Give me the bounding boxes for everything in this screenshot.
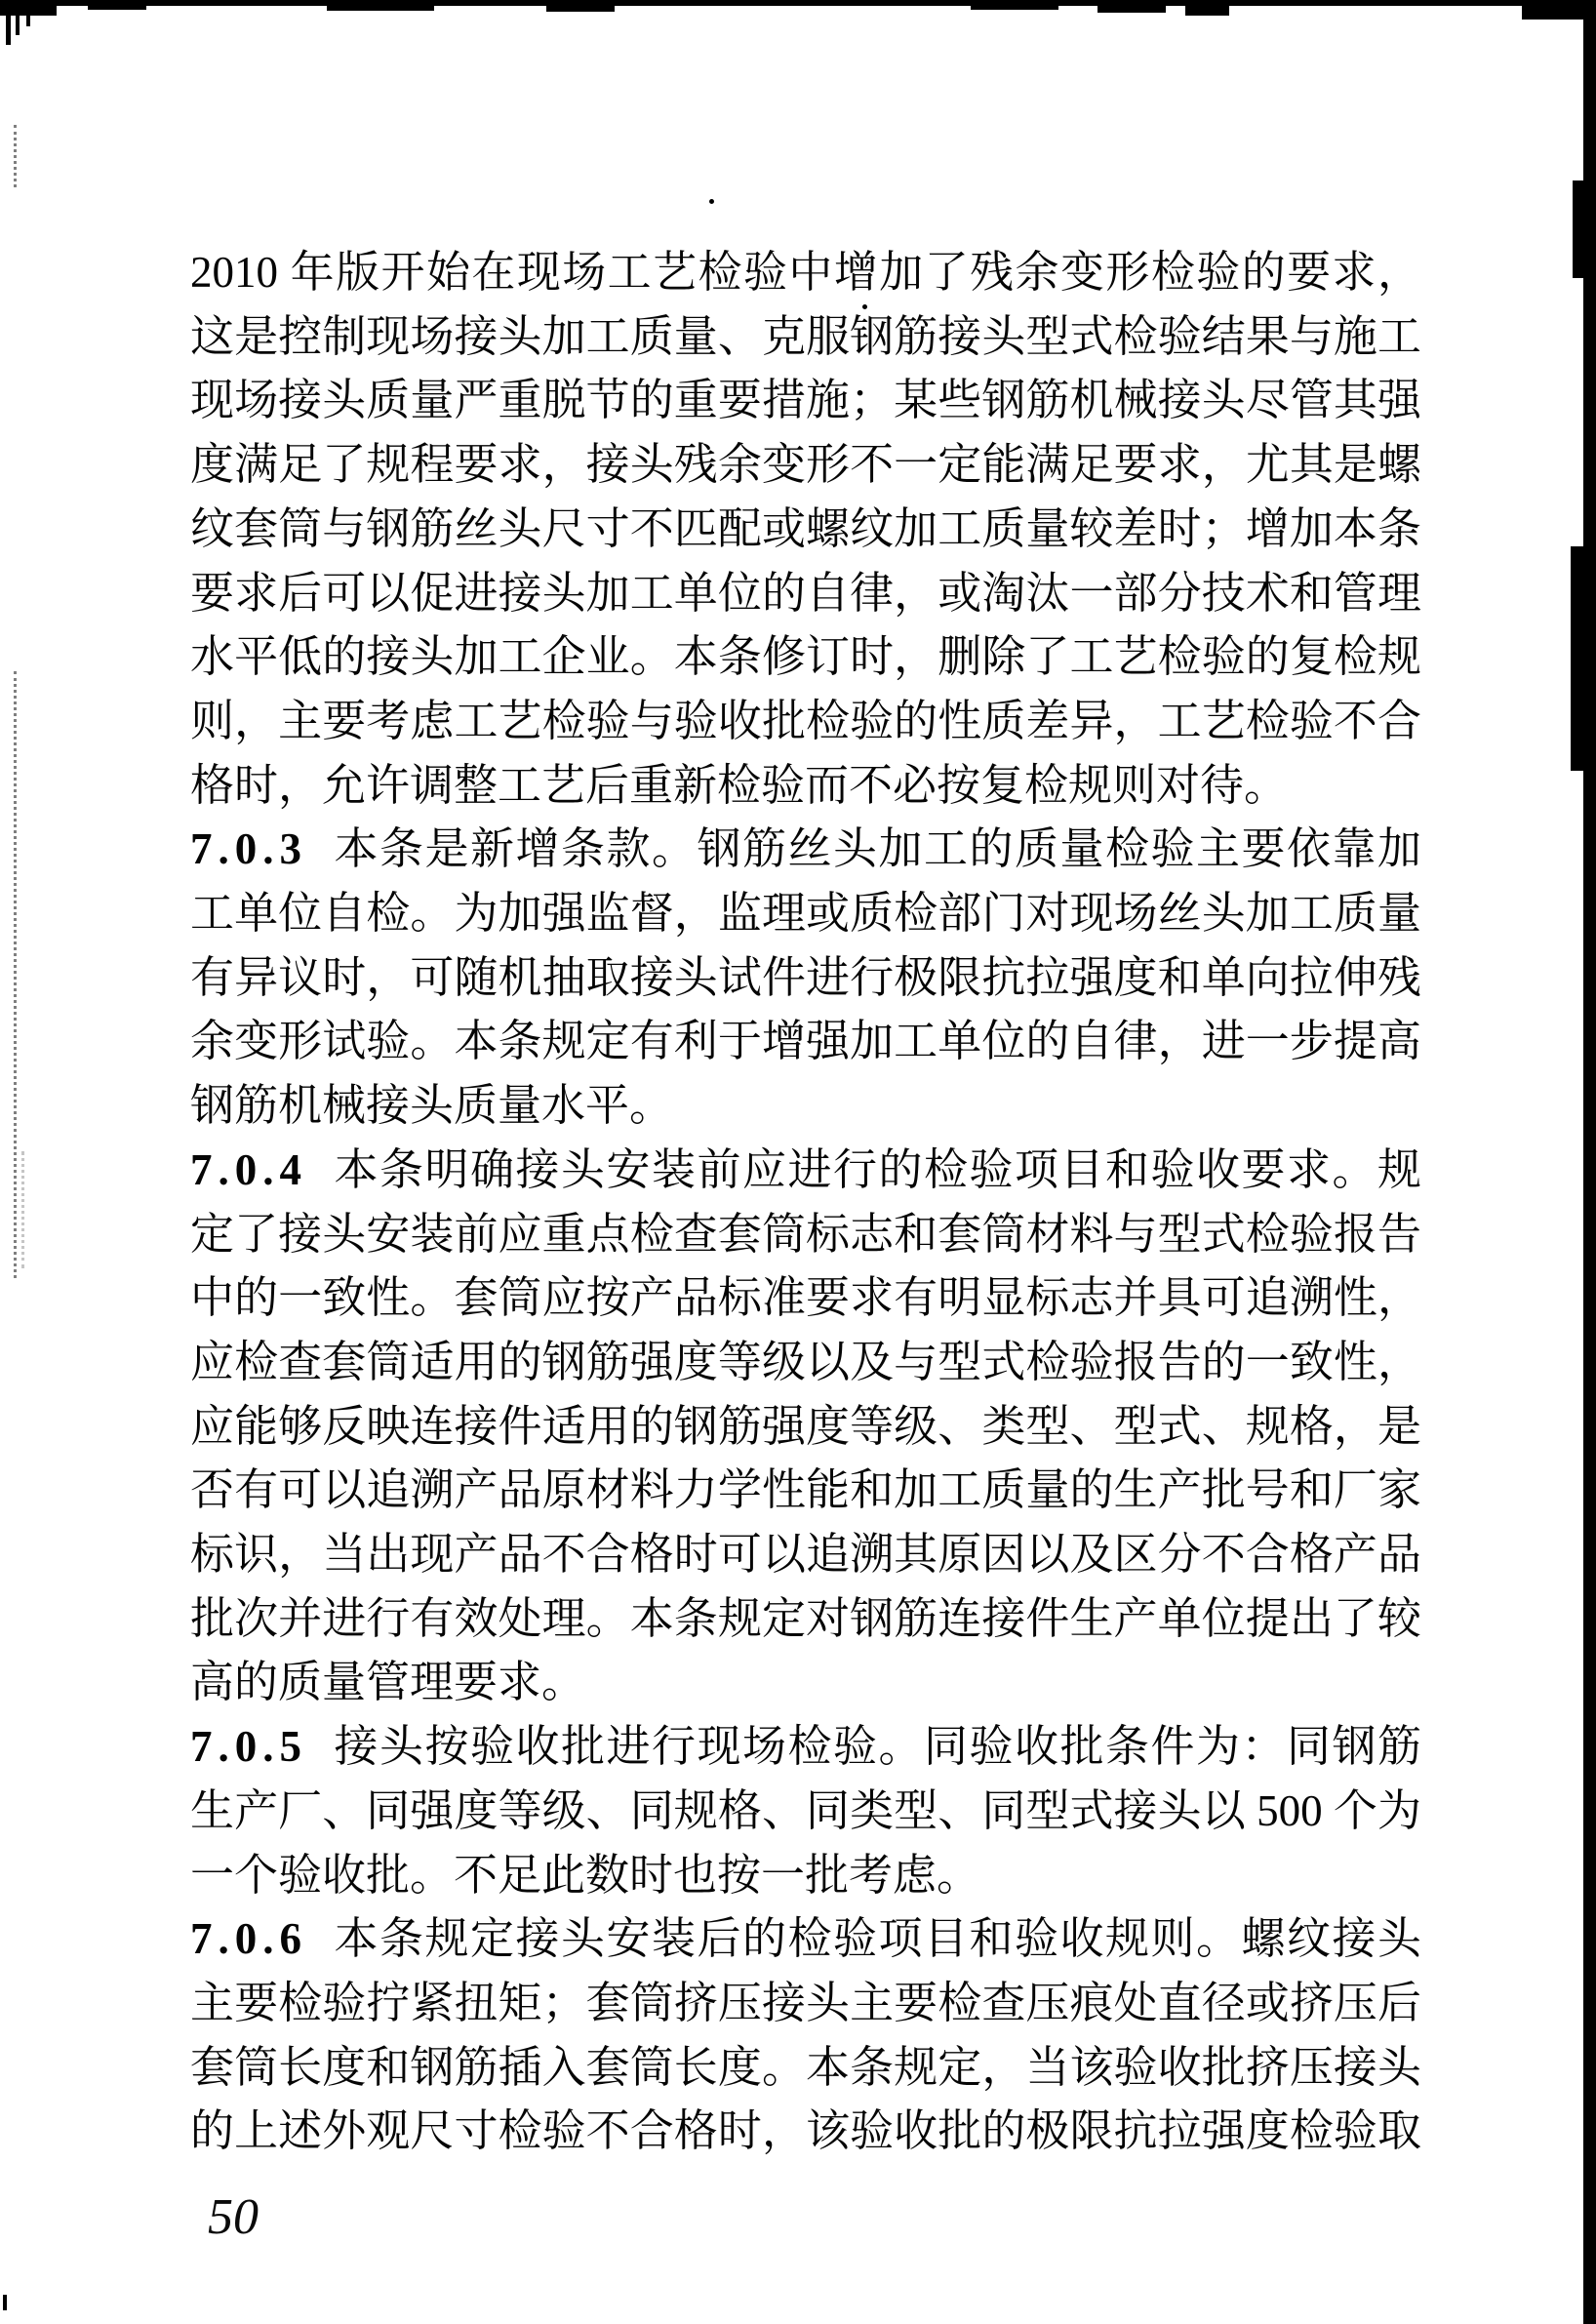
text-line: 中的一致性。套筒应按产品标准要求有明显标志并具可追溯性， [190,1273,1421,1323]
clause-line [190,1907,1421,1972]
text-line: 主要检验拧紧扭矩；套筒挤压接头主要检查压痕处直径或挤压后 [190,1978,1421,2027]
text-line: 生产厂、同强度等级、同规格、同类型、同型式接头以 500 个为 [190,1785,1421,1835]
text-line: 批次并进行有效处理。本条规定对钢筋连接件生产单位提出了较 [190,1593,1421,1643]
scan-artifact-top-blob [1185,0,1229,16]
scan-artifact-right-edge [1583,0,1596,2324]
text-line: 定了接头安装前应重点检查套筒标志和套筒材料与型式检验报告 [190,1209,1421,1259]
text-line: 套筒长度和钢筋插入套筒长度。本条规定，当该验收批挤压接头 [190,2042,1421,2092]
scan-artifact-dotted-line [21,1151,24,1268]
text-line: 余变形试验。本条规定有利于增强加工单位的自律，进一步提高 [190,1017,1421,1066]
text-line: 工单位自检。为加强监督，监理或质检部门对现场丝头加工质量 [190,889,1421,939]
scan-artifact-top-blob [88,0,146,10]
scan-artifact-dotted-line [14,125,17,187]
clause-number: 7.0.5 [190,1722,307,1772]
clause-text: 本条规定接头安装后的检验项目和验收规则。螺纹接头 [333,1914,1421,1964]
text-line: 2010 年版开始在现场工艺检验中增加了残余变形检验的要求， [190,248,1421,297]
clause-line [190,818,1421,882]
text-line: 则，主要考虑工艺检验与验收批检验的性质差异，工艺检验不合 [190,696,1421,745]
text-line: 纹套筒与钢筋丝头尺寸不匹配或螺纹加工质量较差时；增加本条 [190,503,1421,553]
text-line: 高的质量管理要求。 [190,1658,586,1707]
scan-artifact-dotted-line [14,671,17,1278]
scan-artifact-top-blob [1097,0,1166,13]
text-line: 格时，允许调整工艺后重新检验而不必按复检规则对待。 [190,760,1289,810]
body-text [190,241,1421,2164]
text-line: 现场接头质量严重脱节的重要措施；某些钢筋机械接头尽管其强 [190,376,1421,425]
clause-text: 本条是新增条款。钢筋丝头加工的质量检验主要依靠加 [333,824,1421,874]
scan-artifact-bottom-mark [3,2295,7,2310]
text-line: 水平低的接头加工企业。本条修订时，删除了工艺检验的复检规 [190,632,1421,682]
page-number: 50 [208,2189,259,2245]
scan-artifact-right-blob [1573,180,1596,278]
clause-line [190,1715,1421,1780]
scan-artifact-top-blob [971,0,1058,10]
clause-number: 7.0.3 [190,824,307,874]
text-line: 应能够反映连接件适用的钢筋强度等级、类型、型式、规格，是 [190,1401,1421,1451]
clause-text: 本条明确接头安装前应进行的检验项目和验收要求。规 [333,1144,1421,1194]
text-line: 否有可以追溯产品原材料力学性能和加工质量的生产批号和厂家 [190,1465,1421,1515]
scan-artifact-top-blob [546,0,615,12]
text-line: 有异议时，可随机抽取接头试件进行极限抗拉强度和单向拉伸残 [190,952,1421,1002]
text-line: 一个验收批。不足此数时也按一批考虑。 [190,1850,981,1900]
scan-artifact-top-blob [1522,0,1596,20]
scan-artifact-tick [26,10,30,26]
scan-artifact-top-edge [0,0,1596,6]
text-line: 的上述外观尺寸检验不合格时，该验收批的极限抗拉强度检验取 [190,2106,1421,2156]
clause-number: 7.0.4 [190,1144,307,1194]
scan-artifact-speck [709,199,714,204]
text-line: 标识，当出现产品不合格时可以追溯其原因以及区分不合格产品 [190,1530,1421,1580]
text-line: 应检查套筒适用的钢筋强度等级以及与型式检验报告的一致性， [190,1337,1421,1386]
text-line: 这是控制现场接头加工质量、克服钢筋接头型式检验结果与施工 [190,311,1421,361]
text-line: 度满足了规程要求，接头残余变形不一定能满足要求，尤其是螺 [190,440,1421,490]
scan-artifact-top-blob [327,0,434,11]
text-line: 钢筋机械接头质量水平。 [190,1081,674,1131]
clause-text: 接头按验收批进行现场检验。同验收批条件为：同钢筋 [333,1722,1421,1772]
scan-artifact-tick [6,14,11,45]
scan-artifact-right-blob [1571,546,1596,771]
text-line: 要求后可以促进接头加工单位的自律，或淘汰一部分技术和管理 [190,568,1421,618]
scan-artifact-tick [16,12,20,35]
clause-line [190,1139,1421,1203]
clause-number: 7.0.6 [190,1914,307,1964]
